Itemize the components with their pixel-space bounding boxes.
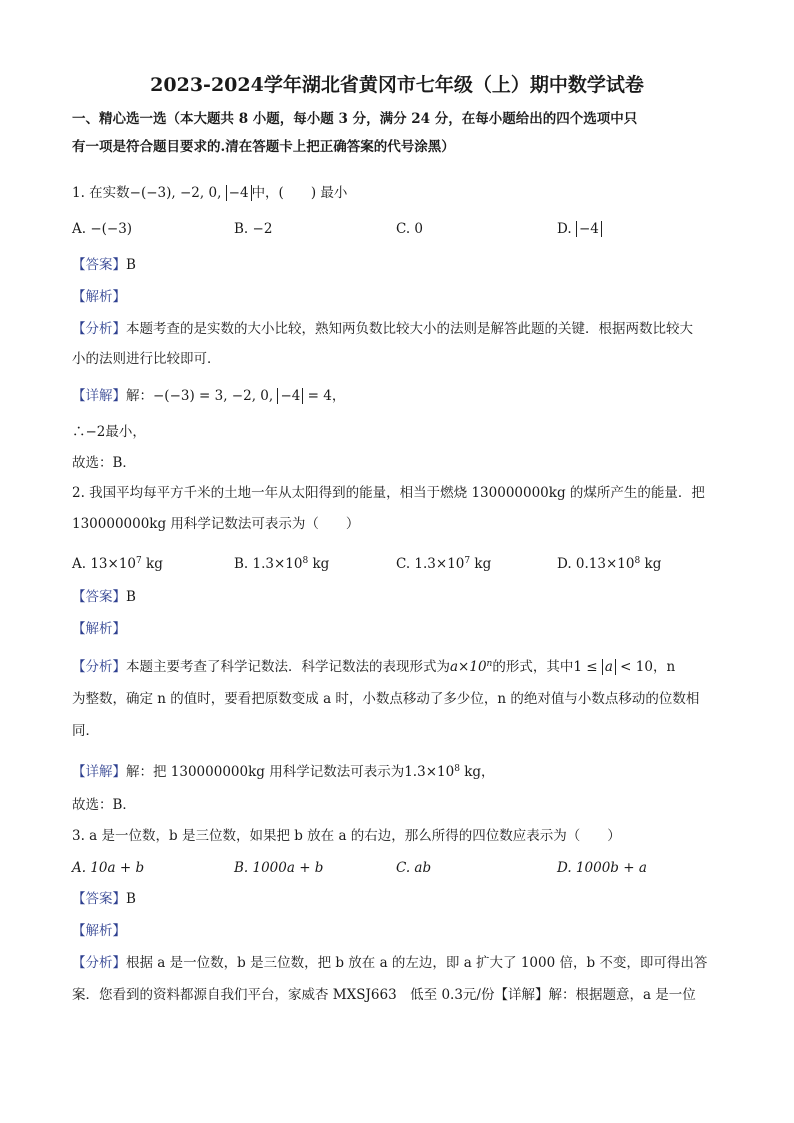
fenxi-tag: 【分析】: [72, 321, 126, 337]
q3-option-b: B. 1000a + b: [234, 860, 324, 876]
section-heading-line1: 一、精心选一选（本大题共 8 小题，每小题 3 分，满分 24 分，在每小题给出的四个选项中只: [72, 111, 638, 127]
q1-fenxi-text1: 本题考查的是实数的大小比较，熟知两负数比较大小的法则是解答此题的关键．根据两数比较大: [126, 321, 693, 337]
q2-option-a-base: A. 13×10: [72, 556, 136, 572]
q2-analysis-head: 【解析】: [72, 621, 126, 637]
q1-option-a: A. −(−3): [72, 221, 133, 237]
q2-fenxi-text1: 本题主要考查了科学记数法．科学记数法的表现形式为: [126, 659, 450, 675]
q2-stem-line1: 2. 我国平均每平方千米的土地一年从太阳得到的能量，相当于燃烧 130000000kg 的煤所产生的能量．把: [72, 485, 705, 501]
q2-option-a: [72, 552, 163, 573]
q2-option-d: [557, 552, 661, 573]
q1-detail: [72, 387, 345, 405]
q1-analysis-head: 【解析】: [72, 289, 126, 305]
q2-fenxi-line2: 为整数，确定 n 的值时，要看把原数变成 a 时，小数点移动了多少位，n 的绝对值与小数点移动的位数相: [72, 691, 700, 707]
q2-option-c-base: C. 1.3×10: [396, 556, 465, 572]
q2-choose: 故选：B．: [72, 797, 136, 813]
q1-detail-math: −(−3) = 3, −2, 0,: [153, 388, 278, 404]
q2-option-a-unit: kg: [141, 556, 163, 572]
q1-stem-prefix: 1. 在实数: [72, 185, 130, 201]
q2-option-d-exp: 8: [634, 556, 641, 566]
q2-fenxi-end: ，n: [652, 659, 676, 675]
fenxi-tag: 【分析】: [72, 955, 126, 971]
q1-detail-prefix: 解：: [126, 388, 153, 404]
q3-option-a: A. 10a + b: [72, 860, 145, 876]
q2-option-a-exp: 7: [136, 556, 142, 566]
q3-stem: 3. a 是一位数，b 是三位数，如果把 b 放在 a 的右边，那么所得的四位数应表示为（ ）: [72, 828, 621, 844]
q2-detail: [72, 760, 495, 781]
q1-answer: [72, 256, 136, 274]
q1-option-d-abs: −4: [576, 221, 602, 237]
q3-answer-value: B: [126, 891, 136, 907]
q2-fenxi-exp: n: [486, 659, 493, 669]
q1-option-c: C. 0: [396, 221, 424, 237]
q2-detail-suffix: kg，: [459, 764, 495, 780]
q2-detail-exp: 8: [454, 764, 460, 774]
q2-fenxi-line3: 同．: [72, 723, 99, 739]
q1-detail-suffix: = 4，: [303, 388, 346, 404]
q1-detail-abs: −4: [277, 388, 303, 404]
q1-stem-abs: −4: [226, 185, 252, 201]
answer-tag: 【答案】: [72, 589, 126, 605]
q3-fenxi-line1: [72, 954, 707, 972]
q1-option-d-label: D.: [557, 221, 576, 237]
q2-detail-math: 1.3×10: [404, 764, 455, 780]
detail-tag: 【详解】: [72, 388, 126, 404]
q2-fenxi-mid: 的形式，其中: [492, 659, 574, 675]
q3-option-d: D. 1000b + a: [557, 860, 647, 876]
fenxi-tag: 【分析】: [72, 659, 126, 675]
detail-tag: 【详解】: [72, 764, 126, 780]
q2-option-b-unit: kg: [308, 556, 330, 572]
q2-fenxi-math: a×10: [450, 659, 487, 675]
q1-stem: [72, 184, 347, 202]
q3-fenxi-line2: 案．您看到的资料都源自我们平台，家威杏 MXSJ663 低至 0.3元/份【详解】解：根据题意，a 是一位: [72, 987, 696, 1003]
q2-option-b-base: B. 1.3×10: [234, 556, 303, 572]
q2-fenxi-ineq-right: < 10: [615, 659, 653, 675]
q1-option-b: B. −2: [234, 221, 273, 237]
answer-tag: 【答案】: [72, 891, 126, 907]
q2-answer: [72, 588, 136, 606]
q2-option-c-exp: 7: [464, 556, 471, 566]
q1-answer-value: B: [126, 257, 136, 273]
q2-option-c: [396, 552, 491, 573]
page-title: 2023-2024学年湖北省黄冈市七年级（上）期中数学试卷: [150, 74, 644, 96]
q1-fenxi-line2: 小的法则进行比较即可．: [72, 351, 221, 367]
q1-stem-suffix: 中，( ) 最小: [251, 185, 348, 201]
q2-option-b: [234, 552, 329, 573]
q2-option-d-unit: kg: [640, 556, 662, 572]
q2-fenxi-ineq-abs: a: [602, 659, 616, 675]
q1-therefore: ∴−2最小，: [72, 424, 146, 440]
section-heading-line2: 有一项是符合题目要求的.清在答题卡上把正确答案的代号涂黑）: [72, 139, 455, 155]
q2-fenxi-line1: [72, 655, 675, 676]
q1-option-d: [557, 220, 602, 238]
q1-stem-math: −(−3), −2, 0,: [129, 185, 226, 201]
q1-fenxi-line1: [72, 320, 693, 338]
q2-option-d-base: D. 0.13×10: [557, 556, 635, 572]
q2-detail-prefix: 解：把 130000000kg 用科学记数法可表示为: [126, 764, 405, 780]
answer-tag: 【答案】: [72, 257, 126, 273]
q2-fenxi-ineq-left: 1 ≤: [573, 659, 602, 675]
q2-answer-value: B: [126, 589, 136, 605]
q3-answer: [72, 890, 136, 908]
q2-stem-line2: 130000000kg 用科学记数法可表示为（ ）: [72, 516, 360, 532]
q2-option-c-unit: kg: [470, 556, 492, 572]
q2-option-b-exp: 8: [302, 556, 309, 566]
q3-analysis-head: 【解析】: [72, 923, 126, 939]
q3-fenxi-text1: 根据 a 是一位数，b 是三位数，把 b 放在 a 的左边，即 a 扩大了 1000 倍，b 不变，即可得出答: [126, 955, 708, 971]
q1-choose: 故选：B．: [72, 455, 136, 471]
q3-option-c: C. ab: [396, 860, 432, 876]
